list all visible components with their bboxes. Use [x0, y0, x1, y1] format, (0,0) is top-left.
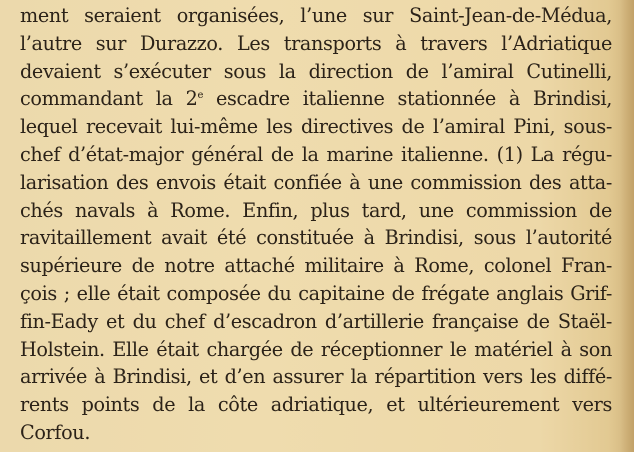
- text-line: arrivée à Brindisi, et d’en assurer la répartition vers les diffé-: [20, 365, 612, 389]
- text-line: fin-Eady et du chef d’escadron d’artillerie française de Staël-: [20, 309, 612, 333]
- text-fragment: escadre italienne stationnée à Brindisi,: [203, 87, 612, 111]
- text-line: larisation des envois était confiée à une commission des atta-: [20, 170, 612, 194]
- text-line: chef d’état-major général de la marine italienne. (1) La régu-: [20, 142, 612, 166]
- text-line: devaient s’exécuter sous la direction de l’amiral Cutinelli,: [20, 59, 612, 83]
- text-line: Corfou.: [20, 420, 91, 444]
- text-line: Holstein. Elle était chargée de réceptionner le matériel à son: [20, 337, 612, 361]
- text-line: lequel recevait lui-même les directives de l’amiral Pini, sous-: [20, 115, 612, 139]
- body-paragraph: [20, 2, 612, 447]
- page-binding-shadow: [620, 0, 634, 452]
- text-line: ment seraient organisées, l’une sur Saint-Jean-de-Médua,: [20, 4, 612, 27]
- text-line: chés navals à Rome. Enfin, plus tard, une commission de: [20, 198, 612, 222]
- text-line: supérieure de notre attaché militaire à Rome, colonel Fran-: [20, 254, 612, 278]
- text-line: l’autre sur Durazzo. Les transports à travers l’Adriatique: [20, 31, 612, 55]
- text-line: çois ; elle était composée du capitaine de frégate anglais Grif-: [20, 281, 612, 305]
- text-line: ravitaillement avait été constituée à Brindisi, sous l’autorité: [20, 226, 612, 250]
- text-line: [20, 85, 612, 113]
- text-fragment: commandant la 2: [20, 87, 198, 111]
- superscript: e: [197, 90, 204, 102]
- text-line: rents points de la côte adriatique, et ultérieurement vers: [20, 393, 612, 417]
